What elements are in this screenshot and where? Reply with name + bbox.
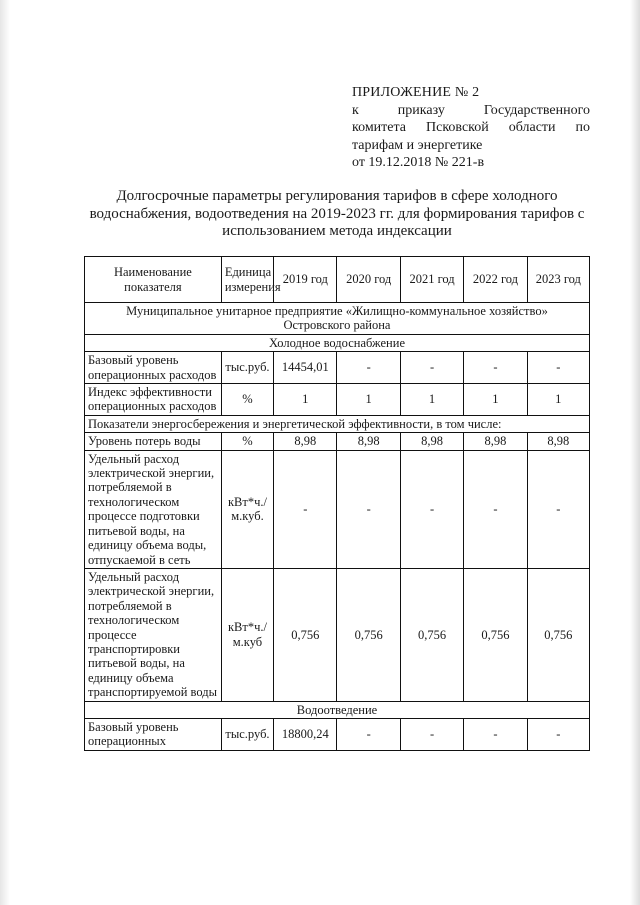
row-name: Базовый уровень операционных расходов (85, 352, 222, 384)
section-row (85, 334, 590, 351)
row-name: Индекс эффективности операционных расходов (85, 384, 222, 416)
enterprise-line-1: Муниципальное унитарное предприятие «Жилищно-коммунальное хозяйство» (126, 304, 548, 318)
row-value: 8,98 (274, 433, 337, 450)
row-unit: тыс.руб. (221, 352, 273, 384)
row-value: 0,756 (464, 568, 527, 701)
row-value: - (400, 450, 463, 568)
header-year: 2023 год (527, 257, 589, 303)
enterprise-line-2: Островского района (283, 318, 391, 333)
row-unit: % (221, 433, 273, 450)
row-value: 1 (464, 384, 527, 416)
header-row (85, 257, 590, 303)
row-value: - (337, 450, 400, 568)
table-row (85, 568, 590, 701)
row-unit: кВт*ч./м.куб. (221, 450, 273, 568)
table-row (85, 433, 590, 450)
enterprise-row (85, 303, 590, 335)
scan-left-edge (0, 0, 10, 905)
row-value: 0,756 (274, 568, 337, 701)
appendix-line-2: комитета Псковской области по (352, 120, 590, 135)
header-year: 2022 год (464, 257, 527, 303)
table-row (85, 384, 590, 416)
header-year: 2019 год (274, 257, 337, 303)
section-energy-efficiency: Показатели энергосбережения и энергетической эффективности, в том числе: (85, 415, 590, 432)
row-value: - (400, 718, 463, 750)
row-value: - (337, 718, 400, 750)
row-value: - (527, 352, 589, 384)
row-name: Удельный расход электрической энергии, потребляемой в технологическом процессе подготовки питьевой воды, на единицу объема воды, отпускаемой в сеть (85, 450, 222, 568)
table-row (85, 450, 590, 568)
row-value: - (527, 718, 589, 750)
document-title-line-1: Долгосрочные параметры регулирования тарифов в сфере холодного (116, 188, 558, 204)
section-row (85, 415, 590, 432)
row-value: 8,98 (400, 433, 463, 450)
appendix-title: ПРИЛОЖЕНИЕ № 2 (352, 85, 480, 100)
row-value: 0,756 (337, 568, 400, 701)
row-value: - (400, 352, 463, 384)
row-value: - (464, 352, 527, 384)
row-value: 8,98 (527, 433, 589, 450)
enterprise-name (85, 303, 590, 335)
section-row (85, 701, 590, 718)
row-value: 8,98 (464, 433, 527, 450)
row-value: 8,98 (337, 433, 400, 450)
appendix-line-1: к приказу Государственного (352, 102, 590, 118)
appendix-line-4: от 19.12.2018 № 221-в (352, 155, 485, 170)
table-row (85, 718, 590, 750)
table-row (85, 352, 590, 384)
row-value: 1 (527, 384, 589, 416)
parameters-table (84, 256, 590, 751)
row-value: 0,756 (400, 568, 463, 701)
row-value: 18800,24 (274, 718, 337, 750)
section-sewerage: Водоотведение (85, 701, 590, 718)
row-value: - (527, 450, 589, 568)
header-unit: Единица измерения (221, 257, 273, 303)
row-name: Базовый уровень операционных (85, 718, 222, 750)
row-name: Удельный расход электрической энергии, потребляемой в технологическом процессе транспортировки питьевой воды, на единицу объема транспортируемой воды (85, 568, 222, 701)
row-name: Уровень потерь воды (85, 433, 222, 450)
document-title-line-2: водоснабжения, водоотведения на 2019-2023 гг. для формирования тарифов с (89, 205, 585, 222)
row-value: 1 (274, 384, 337, 416)
row-value: 1 (337, 384, 400, 416)
appendix-block (352, 84, 590, 172)
document-title-line-3: использованием метода индексации (222, 223, 452, 239)
row-value: 14454,01 (274, 352, 337, 384)
row-value: 0,756 (527, 568, 589, 701)
row-value: - (274, 450, 337, 568)
scan-right-edge (630, 0, 640, 905)
row-value: - (464, 450, 527, 568)
document-title (60, 188, 614, 241)
row-value: - (464, 718, 527, 750)
appendix-line-3: тарифам и энергетике (352, 137, 483, 153)
header-year: 2020 год (337, 257, 400, 303)
header-year: 2021 год (400, 257, 463, 303)
row-unit: тыс.руб. (221, 718, 273, 750)
section-cold-water: Холодное водоснабжение (85, 334, 590, 351)
header-name: Наименование показателя (85, 257, 222, 303)
row-value: - (337, 352, 400, 384)
row-value: 1 (400, 384, 463, 416)
row-unit: % (221, 384, 273, 416)
row-unit: кВт*ч./м.куб (221, 568, 273, 701)
